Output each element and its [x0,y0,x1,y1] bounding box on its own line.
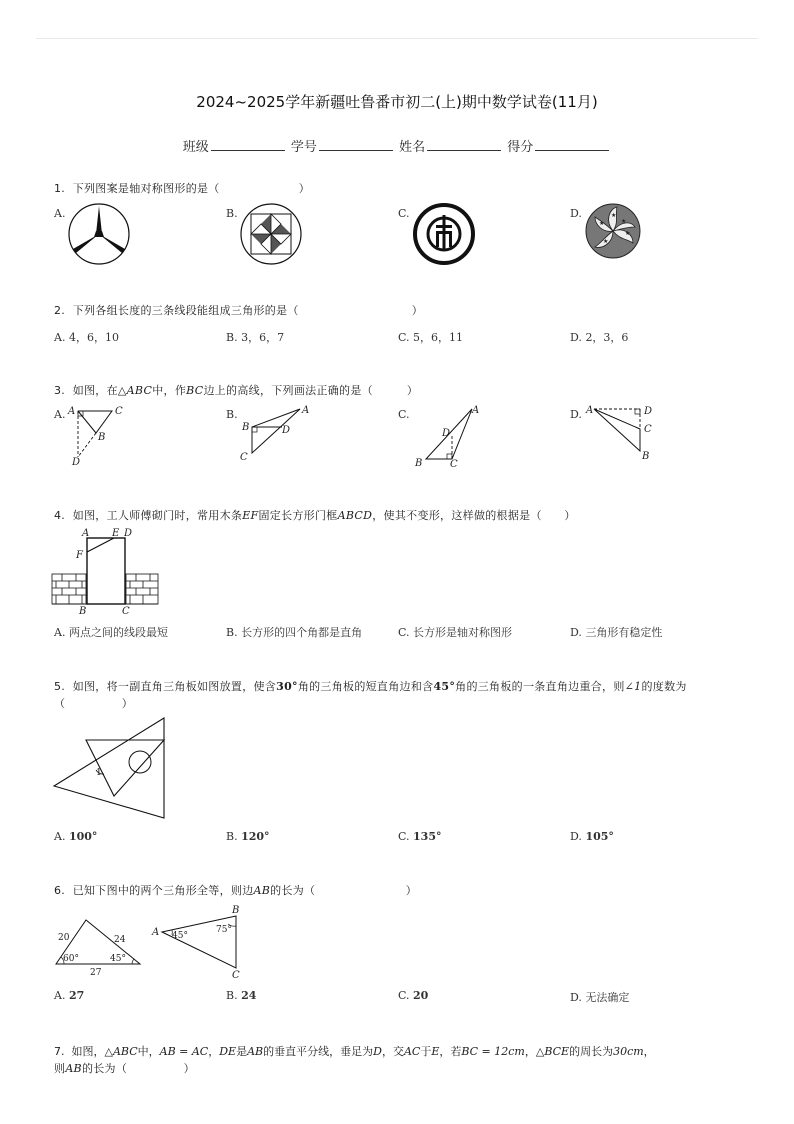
q5-option-d[interactable]: D. 105° [570,830,614,843]
q4-option-d[interactable]: D. 三角形有稳定性 [570,626,663,639]
svg-text:B: B [98,432,106,443]
q1-option-b[interactable]: B. [226,207,238,220]
svg-text:45°: 45° [110,954,126,964]
svg-text:B: B [415,458,423,469]
question-text: 下列图案是轴对称图形的是（ ） [72,182,311,195]
svg-text:B: B [232,905,240,916]
svg-text:1: 1 [96,768,102,778]
q6-option-c[interactable]: C. 20 [398,989,429,1002]
q2-option-c[interactable]: C. 5，6，11 [398,331,464,344]
q6-option-d[interactable]: D. 无法确定 [570,991,630,1004]
svg-text:D: D [72,457,81,468]
q3-figure-b [238,403,310,463]
svg-text:E: E [112,528,120,539]
svg-text:F: F [76,550,83,561]
question-5: 5. 如图，将一副直角三角板如图放置，使含30°角的三角板的短直角边和含45°角的三角板的一条直角边重合，则∠1的度数为 [54,680,687,693]
q3-option-b[interactable]: B. [226,408,238,421]
q3-figure-d [584,403,660,461]
svg-text:B: B [242,422,250,433]
svg-text:B: B [79,606,87,617]
svg-text:27: 27 [90,968,102,978]
svg-text:★: ★ [611,212,617,219]
svg-text:24: 24 [114,935,126,945]
q6-option-a[interactable]: A. 27 [54,989,85,1002]
question-7-line-2: 则AB的长为（ ） [54,1062,195,1075]
svg-text:D: D [644,406,653,417]
question-3: 3. 如图，在△ABC中，作BC边上的高线，下列画法正确的是（ ） [54,384,419,397]
q2-option-b[interactable]: B. 3，6，7 [226,331,285,344]
name-label: 姓名 [399,140,426,155]
q4-option-c[interactable]: C. 长方形是轴对称图形 [398,626,513,639]
q3-figure-a [66,403,130,467]
svg-text:D: D [442,428,451,439]
question-number: 2. [54,304,66,317]
svg-text:A: A [586,405,594,416]
q1-figure-b-pinwheel [240,203,302,265]
svg-text:A: A [68,406,76,417]
student-id-label: 学号 [290,140,317,155]
svg-text:D: D [282,425,291,436]
q3-option-d[interactable]: D. [570,408,582,421]
svg-text:A: A [82,528,90,539]
svg-text:60°: 60° [63,954,79,964]
q1-option-d[interactable]: D. [570,207,582,220]
svg-text:A: A [302,405,310,416]
svg-text:C: C [644,424,652,435]
question-4: 4. 如图，工人师傅砌门时，常用木条EF固定长方形门框ABCD，使其不变形，这样做的根据是（ ） [54,509,576,522]
question-6: 6. 已知下图中的两个三角形全等，则边AB的长为（ ） [54,884,418,897]
page-top-rule [36,38,758,39]
exam-title: 2024~2025学年新疆吐鲁番市初二(上)期中数学试卷(11月) [196,93,598,111]
score-blank[interactable] [535,138,609,151]
q1-option-c[interactable]: C. [398,207,410,220]
svg-text:D: D [124,528,133,539]
question-2 [54,302,423,318]
svg-text:★: ★ [599,220,605,227]
name-blank[interactable] [427,138,501,151]
question-text: 下列各组长度的三条线段能组成三角形的是（ ） [72,304,424,317]
question-1 [54,180,310,196]
svg-text:20: 20 [58,933,70,943]
svg-text:★: ★ [621,218,627,225]
q5-option-a[interactable]: A. 100° [54,830,98,843]
question-7: 7. 如图，△ABC中，AB = AC，DE是AB的垂直平分线，垂足为D，交AC于E，若BC = 12cm，△BCE的周长为30cm， [54,1045,655,1058]
svg-text:75°: 75° [216,925,232,935]
class-blank[interactable] [211,138,285,151]
q4-option-b[interactable]: B. 长方形的四个角都是直角 [226,626,363,639]
q6-option-b[interactable]: B. 24 [226,989,257,1002]
class-label: 班级 [182,140,209,155]
q2-option-d[interactable]: D. 2，3，6 [570,331,629,344]
score-label: 得分 [507,140,534,155]
svg-text:C: C [450,459,458,470]
q6-figure-congruent-triangles [52,904,252,980]
q1-figure-c-railway-logo [413,203,475,265]
student-info-line [0,136,794,155]
q4-option-a[interactable]: A. 两点之间的线段最短 [54,626,168,639]
q1-option-a[interactable]: A. [54,207,66,220]
q1-figure-a-mercedes-symbol [68,203,130,265]
q2-option-a[interactable]: A. 4，6，10 [54,331,119,344]
svg-text:C: C [115,406,123,417]
q5-figure-set-squares [52,716,168,822]
svg-text:A: A [472,405,480,416]
svg-text:★: ★ [625,230,631,237]
question-number: 1. [54,182,66,195]
q3-option-c[interactable]: C. [398,408,410,421]
q4-figure-door-frame [50,526,162,618]
svg-text:45°: 45° [172,931,188,941]
q1-figure-d-bauhinia-emblem [585,203,641,259]
q3-option-a[interactable]: A. [54,408,66,421]
svg-text:B: B [642,451,650,462]
student-id-blank[interactable] [319,138,393,151]
svg-text:C: C [240,452,248,463]
svg-text:C: C [122,606,130,617]
svg-text:★: ★ [603,238,609,245]
svg-text:C: C [232,970,240,981]
svg-text:A: A [152,927,160,938]
q5-option-c[interactable]: C. 135° [398,830,442,843]
q3-figure-c [412,403,484,469]
question-5-line-2: （ ） [54,697,134,710]
q5-option-b[interactable]: B. 120° [226,830,270,843]
